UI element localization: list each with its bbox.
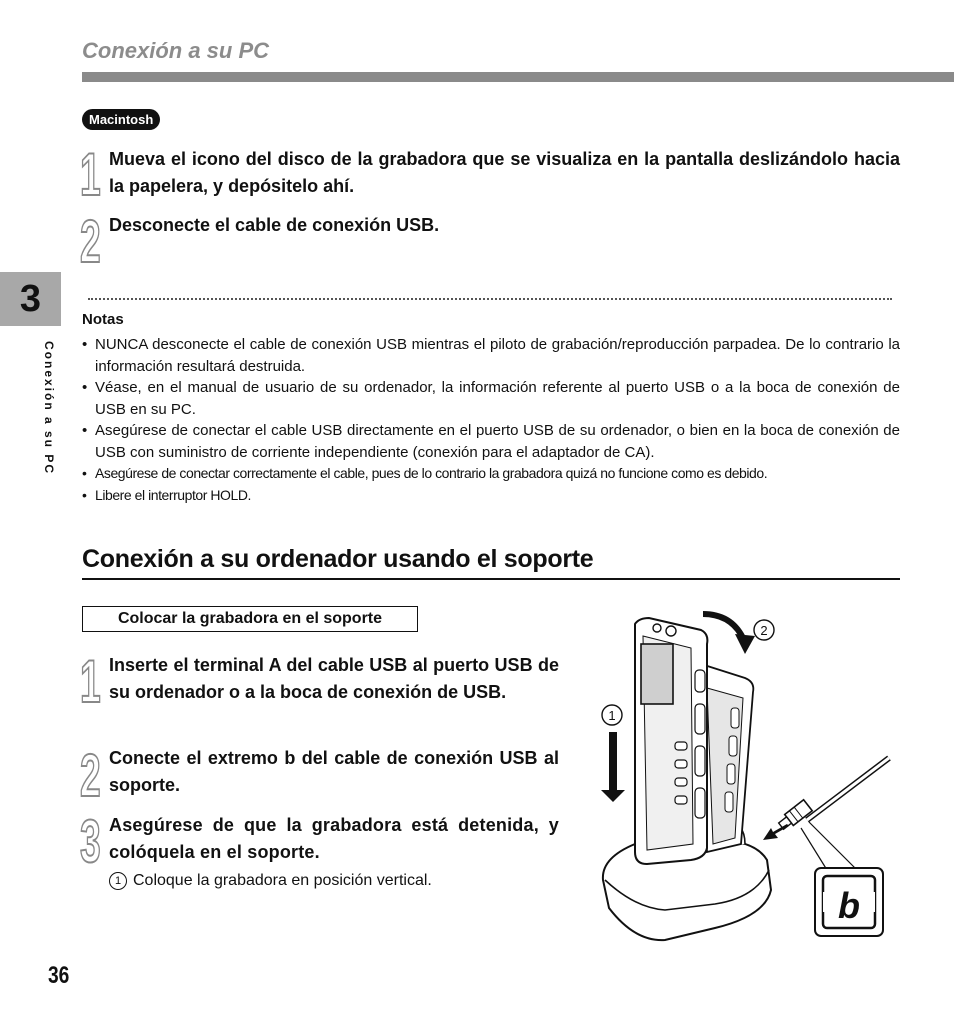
chapter-tab-number: 3 — [19, 278, 42, 320]
callout-1-label: 1 — [608, 708, 616, 723]
header-rule — [82, 72, 954, 82]
down-arrow-icon — [601, 732, 625, 802]
notes-list — [82, 334, 900, 506]
callout-2-label: 2 — [760, 623, 768, 638]
microphone — [653, 624, 661, 632]
note-item: • NUNCA desconecte el cable de conexión USB mientras el piloto de grabación/reproducción parpadea. De lo contrario la información resultará destruida. — [82, 334, 900, 377]
note-item: • Asegúrese de conectar el cable USB directamente en el puerto USB de su ordenador, o bien en la boca de conexión de USB con suministro de corriente independiente (conexión para el adaptador de CA). — [82, 420, 900, 463]
section-title: Conexión a su ordenador usando el soporte — [82, 545, 594, 573]
recorder-display — [641, 644, 673, 704]
step-text: Asegúrese de que la grabadora está detenida, y colóquela en el soporte. — [109, 815, 559, 862]
step-text: Conecte el extremo b del cable de conexión USB al soporte. — [109, 748, 559, 795]
page-header-title: Conexión a su PC — [82, 38, 270, 63]
note-item: • Libere el interruptor HOLD. — [82, 485, 900, 507]
sub-instruction — [109, 872, 432, 890]
step-number: 1 — [80, 648, 101, 715]
step-number: 1 — [80, 141, 101, 208]
circled-marker: 1 — [109, 872, 127, 890]
sub-instruction-text: Coloque la grabadora en posición vertical. — [133, 872, 432, 889]
note-item: • Véase, en el manual de usuario de su ordenador, la información referente al puerto USB o a la boca de conexión de USB en su PC. — [82, 377, 900, 420]
step-number: 3 — [80, 808, 101, 875]
step-number: 2 — [80, 208, 101, 275]
step-text: Mueva el icono del disco de la grabadora que se visualiza en la pantalla deslizándolo hacia la papelera, y depósitelo ahí. — [109, 149, 900, 196]
step-text: Inserte el terminal A del cable USB al puerto USB de su ordenador o a la boca de conexión de USB. — [109, 655, 559, 702]
macintosh-badge: Macintosh — [82, 109, 160, 130]
subsection-box-label: Colocar la grabadora en el soporte — [82, 606, 418, 632]
note-item: • Asegúrese de conectar correctamente el cable, pues de lo contrario la grabadora quizá no funcione como es debido. — [82, 463, 900, 485]
dotted-divider — [88, 298, 892, 300]
page-number: 36 — [48, 962, 70, 989]
section-rule — [82, 578, 900, 580]
step-text: Desconecte el cable de conexión USB. — [109, 215, 440, 235]
step-number: 2 — [80, 742, 101, 809]
insert-arrow-icon — [763, 824, 789, 840]
recorder-cradle-illustration — [595, 608, 895, 948]
recorder-front — [635, 618, 707, 864]
notes-heading: Notas — [82, 311, 124, 328]
side-label: Conexión a su PC — [42, 341, 56, 476]
connector-b-letter: b — [838, 885, 860, 926]
